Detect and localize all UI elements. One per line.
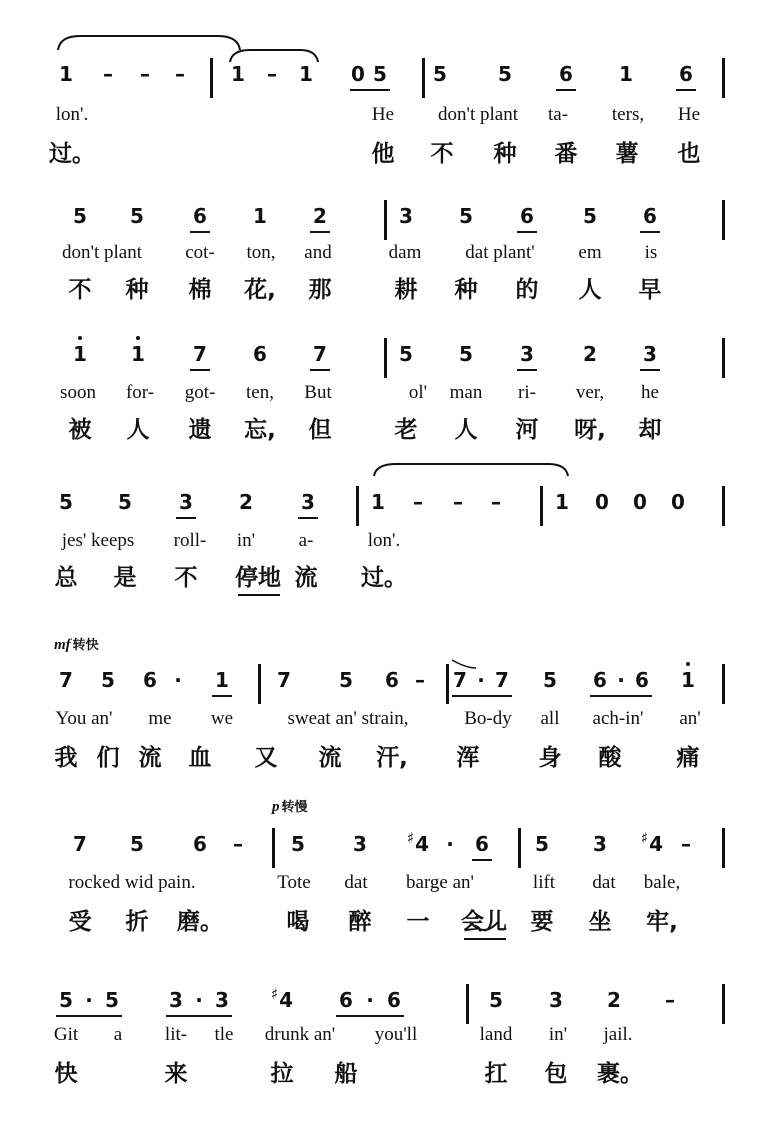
lyric-chinese: 酸 [598,745,622,771]
lyric-chinese: 早 [638,277,662,303]
note: 0 [351,62,365,86]
lyric-chinese: 流 [294,565,318,591]
lyric-english: jail. [603,1024,633,1045]
note: 1 [299,62,313,86]
lyric-english: soon [60,382,96,403]
note: 6 [193,832,207,856]
lyric-chinese: 来 [164,1061,188,1087]
note: – [415,668,425,692]
note: 5 [498,62,512,86]
lyric-english: ver, [575,382,605,403]
lyric-english: bale, [643,872,681,893]
note: 3 [643,342,657,366]
note: 6 [520,204,534,228]
note: 5 [459,342,473,366]
lyric-chinese: 总 [54,565,78,591]
note: 2 [583,342,597,366]
lyric-chinese: 过。 [49,141,95,167]
lyric-chinese: 老 [394,417,418,443]
lyric-english: for- [125,382,155,403]
note: 5 [489,988,503,1012]
lyric-chinese: 番 [554,141,578,167]
note: 3 [353,832,367,856]
note: 5 [130,832,144,856]
lyric-english: em [578,242,602,263]
lyric-english: me [148,708,172,729]
note: – [665,988,675,1012]
lyric-chinese: 拉 [270,1061,294,1087]
lyric-english: Git [53,1024,79,1045]
lyric-chinese: 痛 [676,745,700,771]
lyric-chinese: 他 [371,141,395,167]
lyric-chinese: 磨。 [177,909,223,935]
lyric-chinese: 扛 [484,1061,508,1087]
lyric-chinese: 血 [188,745,212,771]
note: 6 [385,668,399,692]
lyric-chinese: 的 [515,277,539,303]
lyric-chinese: 种 [125,277,149,303]
lyric-chinese: 河 [515,417,539,443]
note: 5 [399,342,413,366]
lyric-chinese: 耕 [394,277,418,303]
note: · [366,988,374,1012]
note: 1 [371,490,385,514]
note: 2 [239,490,253,514]
lyric-chinese: 流 [318,745,342,771]
note: 6 [643,204,657,228]
lyric-chinese: 那 [308,277,332,303]
lyric-english: ton, [246,242,276,263]
lyric-english: land [479,1024,513,1045]
note: – [491,490,501,514]
lyric-english: lift [532,872,556,893]
lyric-chinese: 种 [493,141,517,167]
lyric-english: is [644,242,658,263]
lyric-chinese: 种 [454,277,478,303]
lyric-english: a- [298,530,314,551]
lyric-english: we [210,708,234,729]
note: 1 [681,668,695,692]
note: 6 [339,988,353,1012]
lyric-chinese: 喝 [286,909,310,935]
lyric-chinese: 船 [334,1061,358,1087]
note: 3 [399,204,413,228]
tie-slur [230,50,318,62]
lyric-english: He [371,104,395,125]
lyric-chinese: 也 [677,141,701,167]
lyric-english: cot- [185,242,215,263]
lyric-chinese: 醉 [348,909,372,935]
lyric-english: ta- [547,104,569,125]
tempo-text: 转快 [72,638,99,653]
lyric-english: dat [344,872,368,893]
note: 1 [555,490,569,514]
note: 5 [583,204,597,228]
note: · [446,832,454,856]
lyric-english: man [449,382,483,403]
note: – [413,490,423,514]
lyric-english: ach-in' [592,708,644,729]
lyric-english: ri- [518,382,536,403]
note: 5 [373,62,387,86]
lyric-english: don't plant [438,104,518,125]
lyric-english: in' [236,530,256,551]
note: 5 [59,490,73,514]
note: 0 [671,490,685,514]
lyric-english: You an' [55,708,113,729]
lyric-chinese: 们 [96,745,120,771]
note: 6 [593,668,607,692]
note: 0 [595,490,609,514]
note: 5 [73,204,87,228]
tie-slur [58,36,240,50]
lyric-english: drunk an' [264,1024,336,1045]
lyric-chinese: 薯 [615,141,639,167]
lyric-english: sweat an' strain, [287,708,409,729]
lyric-chinese: 但 [308,417,332,443]
note: 6 [559,62,573,86]
lyric-chinese: 牢, [646,909,678,935]
lyric-english: lon'. [55,104,89,125]
lyric-english: Tote [277,872,311,893]
note: 3 [593,832,607,856]
lyric-chinese: 身 [538,745,562,771]
note: 3 [520,342,534,366]
lyric-english: Bo-dy [464,708,512,729]
note: 5 [459,204,473,228]
lyric-english: lit- [164,1024,188,1045]
lyric-chinese: 被 [68,417,92,443]
lyric-chinese: 快 [54,1061,78,1087]
lyric-english: ol' [408,382,428,403]
note: 1 [215,668,229,692]
note: 7 [73,832,87,856]
lyric-english: roll- [173,530,207,551]
note: 5 [339,668,353,692]
lyric-chinese: 人 [454,417,478,443]
tie-slur [374,464,568,476]
lyric-english: rocked wid pain. [68,872,196,893]
note: 2 [313,204,327,228]
note: 5 [535,832,549,856]
lyric-chinese: 浑 [456,745,480,771]
note: 7 [453,668,467,692]
lyric-english: But [304,382,332,403]
lyric-chinese: 过。 [361,565,407,591]
lyric-chinese: 流 [138,745,162,771]
note: 0 [633,490,647,514]
note: – [175,62,185,86]
lyric-chinese: 包 [544,1061,568,1087]
note: 5 [130,204,144,228]
note: 5 [105,988,119,1012]
lyric-chinese: 会儿 [461,909,507,935]
note: 6 [635,668,649,692]
note: 6 [475,832,489,856]
note: 6 [387,988,401,1012]
lyric-english: in' [548,1024,568,1045]
note: 1 [231,62,245,86]
note: ♯4 [270,985,294,1012]
lyric-english: an' [679,708,701,729]
note: 5 [101,668,115,692]
note: ♯4 [406,829,430,856]
note: 3 [215,988,229,1012]
lyric-chinese: 受 [68,909,92,935]
lyric-chinese: 人 [126,417,150,443]
note: – [233,832,243,856]
note: ♯4 [640,829,664,856]
note: · [195,988,203,1012]
lyric-english: you'll [374,1024,418,1045]
note: 5 [543,668,557,692]
note: 3 [301,490,315,514]
note: 2 [607,988,621,1012]
lyric-english: and [304,242,332,263]
lyric-chinese: 一 [406,909,430,935]
note: 6 [193,204,207,228]
note: 5 [291,832,305,856]
note: · [174,668,182,692]
lyric-chinese: 我 [54,745,78,771]
note: 5 [59,988,73,1012]
tempo-text: 转慢 [281,800,308,815]
note: 6 [253,342,267,366]
lyric-english: dat [592,872,616,893]
lyric-chinese: 折 [125,909,149,935]
note: 1 [131,342,145,366]
note: · [617,668,625,692]
lyric-english: got- [184,382,216,403]
lyric-english: he [641,382,659,403]
lyric-english: He [677,104,701,125]
lyric-english: jes' keeps [61,530,135,551]
lyric-english: a [113,1024,123,1045]
note: 6 [679,62,693,86]
lyric-english: dam [388,242,422,263]
lyric-english: lon'. [367,530,401,551]
note: 6 [143,668,157,692]
note: 1 [253,204,267,228]
lyric-english: tle [214,1024,234,1045]
lyric-chinese: 要 [530,909,554,935]
lyric-english: barge an' [406,872,474,893]
tie-slur [452,660,476,668]
note: 7 [59,668,73,692]
lyric-chinese: 停地 [235,565,281,591]
note: 7 [277,668,291,692]
lyric-chinese: 裹。 [597,1061,643,1087]
note: – [267,62,277,86]
note: 1 [59,62,73,86]
note: – [103,62,113,86]
note: 5 [433,62,447,86]
lyric-chinese: 不 [430,141,454,167]
lyric-chinese: 棉 [188,277,212,303]
note: 3 [179,490,193,514]
lyric-english: don't plant [62,242,142,263]
note: · [477,668,485,692]
note: – [681,832,691,856]
note: – [453,490,463,514]
lyric-chinese: 遗 [188,417,212,443]
lyric-chinese: 却 [638,417,662,443]
lyric-chinese: 不 [174,565,198,591]
lyric-chinese: 又 [254,745,278,771]
note: 7 [193,342,207,366]
note: 7 [495,668,509,692]
dynamic-mark: p [272,799,280,815]
lyric-chinese: 坐 [588,909,612,935]
note: 5 [118,490,132,514]
lyric-chinese: 花, [244,277,276,303]
lyric-chinese: 呀, [574,417,606,443]
lyric-english: ten, [246,382,274,403]
tie-slur [470,922,498,930]
lyric-english: ters, [611,104,645,125]
note: – [140,62,150,86]
lyric-chinese: 是 [113,565,137,591]
lyric-chinese: 不 [68,277,92,303]
lyric-chinese: 忘, [244,417,276,443]
note: 1 [619,62,633,86]
lyric-english: dat plant' [465,242,535,263]
note: 3 [169,988,183,1012]
lyric-english: all [540,708,560,729]
lyric-chinese: 汗, [376,745,408,771]
note: 7 [313,342,327,366]
note: 3 [549,988,563,1012]
note: · [85,988,93,1012]
lyric-chinese: 人 [578,277,602,303]
dynamic-mark: mf [54,637,71,653]
note: 1 [73,342,87,366]
